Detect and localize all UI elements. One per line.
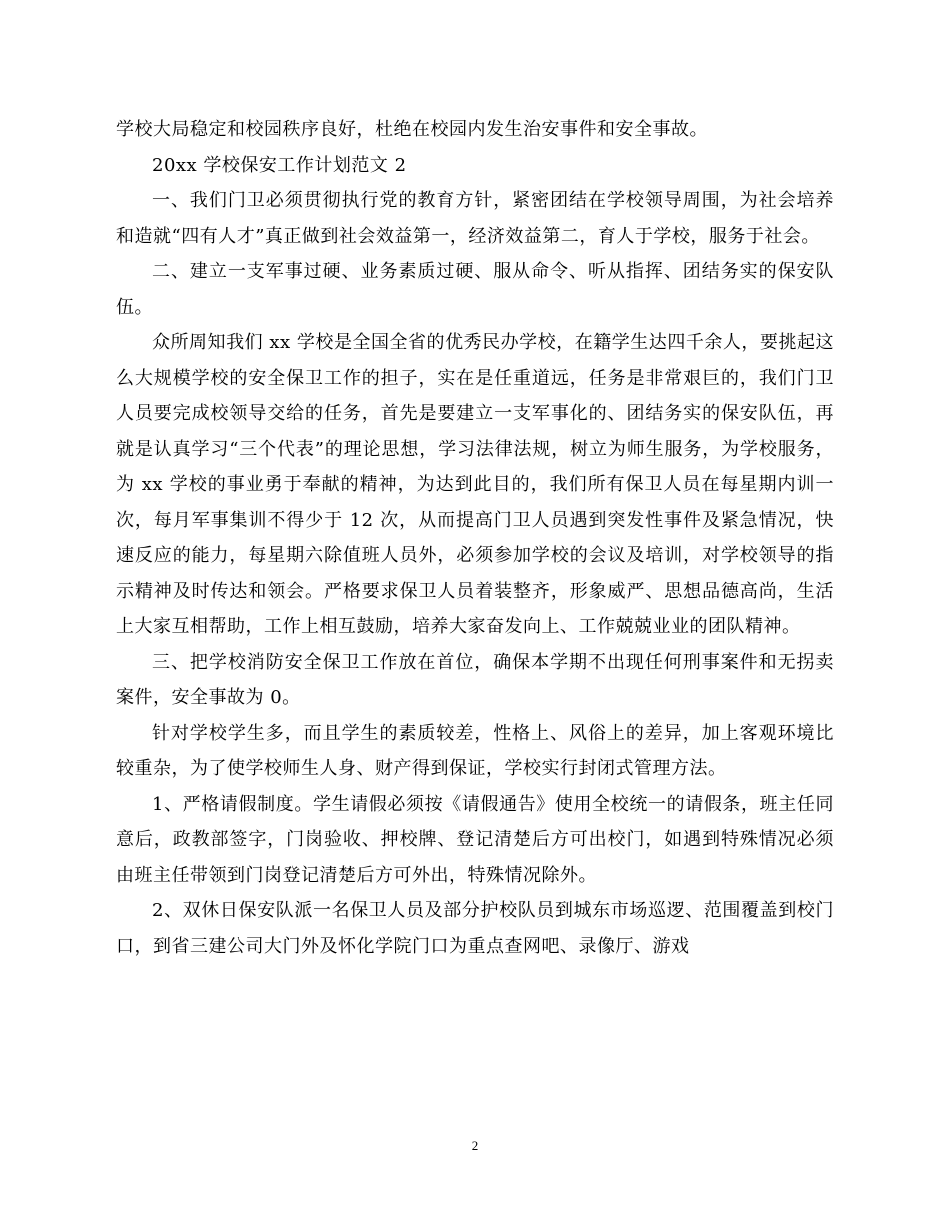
paragraph-subitem-2: 2、双休日保安队派一名保卫人员及部分护校队员到城东市场巡逻、范围覆盖到校门口，到省三建公司大门外及怀化学院门口为重点查网吧、录像厅、游戏 — [116, 900, 834, 957]
paragraph-item-3: 三、把学校消防安全保卫工作放在首位，确保本学期不出现任何刑事案件和无拐卖案件，安全事故为 0。 — [116, 651, 834, 708]
paragraph-body-1: 众所周知我们 xx 学校是全国全省的优秀民办学校，在籍学生达四千余人，要挑起这么大规模学校的安全保卫工作的担子，实在是任重道远，任务是非常艰巨的，我们门卫人员要完成校领导交给的任务，首先是要建立一支军事化的、团结务实的保安队伍，再就是认真学习“三个代表”的理论思想，学习法律法规，树立为师生服务，为学校服务，为 xx 学校的事业勇于奉献的精神，为达到此目的，我们所有保卫人员在每星期内训一次，每月军事集训不得少于 12 次，从而提高门卫人员遇到突发性事件及紧急情况，快速反应的能力，每星期六除值班人员外，必须参加学校的会议及培训，对学校领导的指示精神及时传达和领会。严格要求保卫人员着装整齐，形象威严、思想品德高尚，生活上大家互相帮助，工作上相互鼓励，培养大家奋发向上、工作兢兢业业的团队精神。 — [116, 332, 834, 637]
document-page — [116, 112, 834, 964]
paragraph-item-1: 一、我们门卫必须贯彻执行党的教育方针，紧密团结在学校领导周围，为社会培养和造就“四有人才”真正做到社会效益第一，经济效益第二，育人于学校，服务于社会。 — [116, 190, 834, 247]
paragraph-continuation: 学校大局稳定和校园秩序良好，杜绝在校园内发生治安事件和安全事故。 — [116, 119, 708, 140]
paragraph-subitem-1: 1、严格请假制度。学生请假必须按《请假通告》使用全校统一的请假条，班主任同意后，政教部签字，门岗验收、押校牌、登记清楚后方可出校门，如遇到特殊情况必须由班主任带领到门岗登记清楚后方可外出，特殊情况除外。 — [116, 793, 834, 886]
paragraph-item-2: 二、建立一支军事过硬、业务素质过硬、服从命令、听从指挥、团结务实的保安队伍。 — [116, 261, 834, 318]
paragraph-body-2: 针对学校学生多，而且学生的素质较差，性格上、风俗上的差异，加上客观环境比较重杂，为了使学校师生人身、财产得到保证，学校实行封闭式管理方法。 — [116, 722, 834, 779]
page-number: 2 — [471, 1138, 479, 1153]
section-heading: 20xx 学校保安工作计划范文 2 — [152, 154, 407, 176]
